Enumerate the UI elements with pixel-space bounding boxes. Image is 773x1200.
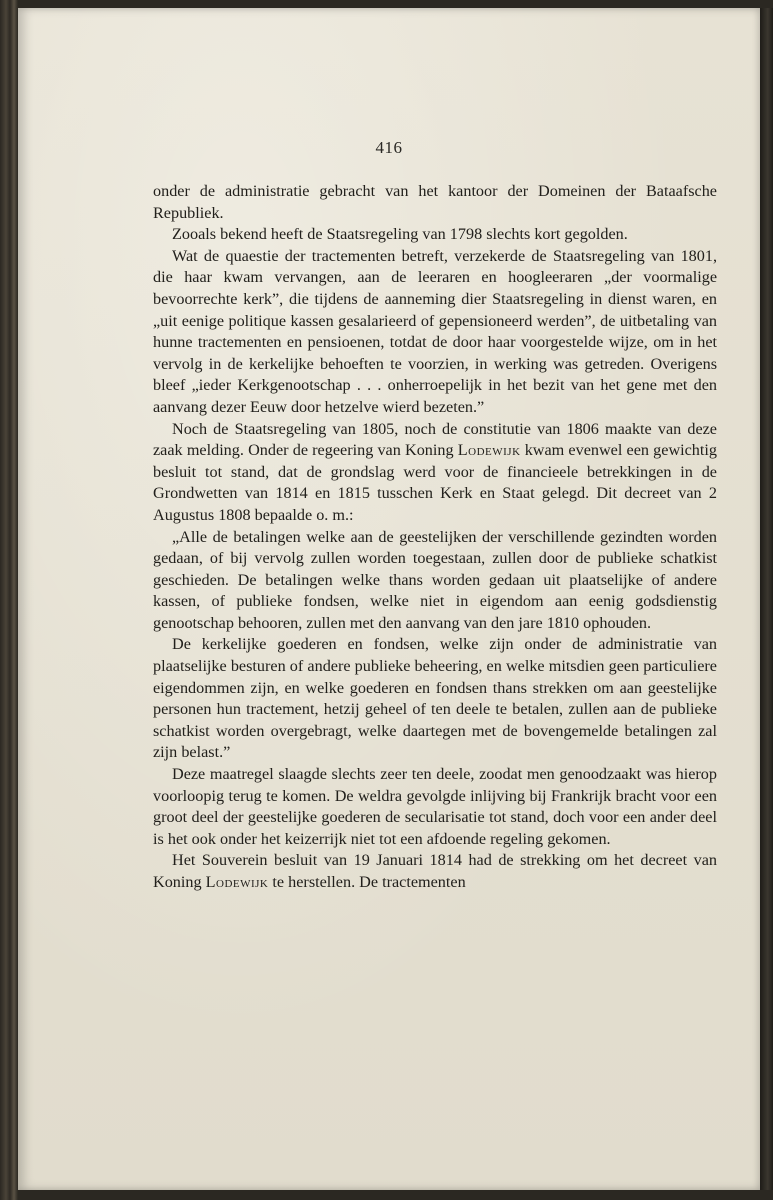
page-number: 416 bbox=[375, 138, 403, 157]
body-text bbox=[153, 181, 717, 894]
paragraph-quote-goederen: De kerkelijke goederen en fondsen, welke zijn onder de administratie van plaatselijke besturen of andere publieke beheering, en welke mitsdien geen particuliere eigendommen zijn, en welke goederen en fondsen thans strekken om aan geestelijke personen hun tractement, hetzij geheel of ten deele te betalen, zullen aan de publieke schatkist worden overgebragt, welke daartegen met de bovengemelde betalingen zal zijn belast.” bbox=[153, 635, 717, 762]
name-lodewijk: Lodewijk bbox=[205, 873, 269, 891]
name-lodewijk: Lodewijk bbox=[457, 441, 521, 460]
book-page bbox=[18, 8, 760, 1190]
paragraph-maatregel: Deze maatregel slaagde slechts zeer ten deele, zoodat men genoodzaakt was hierop voorloopig terug te komen. De weldra gevolgde inlijving bij Frankrijk bracht voor een groot deel der geestelijke goederen de secularisatie tot stand, doch voor een ander deel is het ook onder het keizerrijk niet tot een afdoende regeling gekomen. bbox=[153, 765, 717, 848]
text-run: Het Souverein besluit van 19 Januari 1814 had de strekking om het decreet van Koning bbox=[153, 851, 717, 891]
text-run: te herstellen. De tractementen bbox=[268, 873, 466, 891]
paragraph-staatsregeling-1798: Zooals bekend heeft de Staatsregeling van 1798 slechts kort gegolden. bbox=[172, 225, 628, 244]
text-run: Noch de Staatsregeling van 1805, noch de constitutie van 1806 maakte van deze zaak melding. Onder de regeering van Koning bbox=[153, 419, 717, 460]
paragraph-quote-betalingen: „Alle de betalingen welke aan de geestelijken der verschillende gezindten worden gedaan, of bij vervolg zullen worden toegestaan, zullen door de publieke schatkist geschieden. De betalingen welke thans worden gedaan uit plaatselijke of andere kassen, of publieke fondsen, welke niet in eigendom aan eenig godsdienstig genootschap behooren, zullen met den aanvang van den jare 1810 ophouden. bbox=[153, 527, 717, 632]
paragraph-tractementen-1801: Wat de quaestie der tractementen betreft, verzekerde de Staatsregeling van 1801, die haar kwam vervangen, aan de leeraren en hoogleeraren „der voormalige bevoorrechte kerk”, die tijdens de aanneming dier Staatsregeling in dienst waren, en „uit eenige politique kassen gesalarieerd of gepensioneerd werden”, de uitbetaling van hunne tractementen en pensioenen, totdat de door haar voorgestelde wijze, om in het vervolg in de kerkelijke behoeften te voorzien, in werking was getreden. Overigens bleef „ieder Kerkgenootschap . . . onherroepelijk in het bezit van het gene met den aanvang dezer Eeuw door hetzelve wierd bezeten.” bbox=[153, 246, 717, 416]
paragraph-souverein-besluit bbox=[153, 850, 717, 893]
text-run: kwam evenwel een gewichtig besluit tot stand, dat de grondslag werd voor de financieele betrekkingen in de Grondwetten van 1814 en 1815 tusschen Kerk en Staat gelegd. Dit decreet van 2 Augustus 1808 bepaalde o. m.: bbox=[153, 441, 717, 524]
book-edge bbox=[760, 8, 773, 1190]
paragraph-continuation: onder de administratie gebracht van het kantoor der Domeinen der Bataafsche Republiek. bbox=[153, 182, 717, 222]
paragraph-decreet-1808 bbox=[153, 419, 717, 527]
